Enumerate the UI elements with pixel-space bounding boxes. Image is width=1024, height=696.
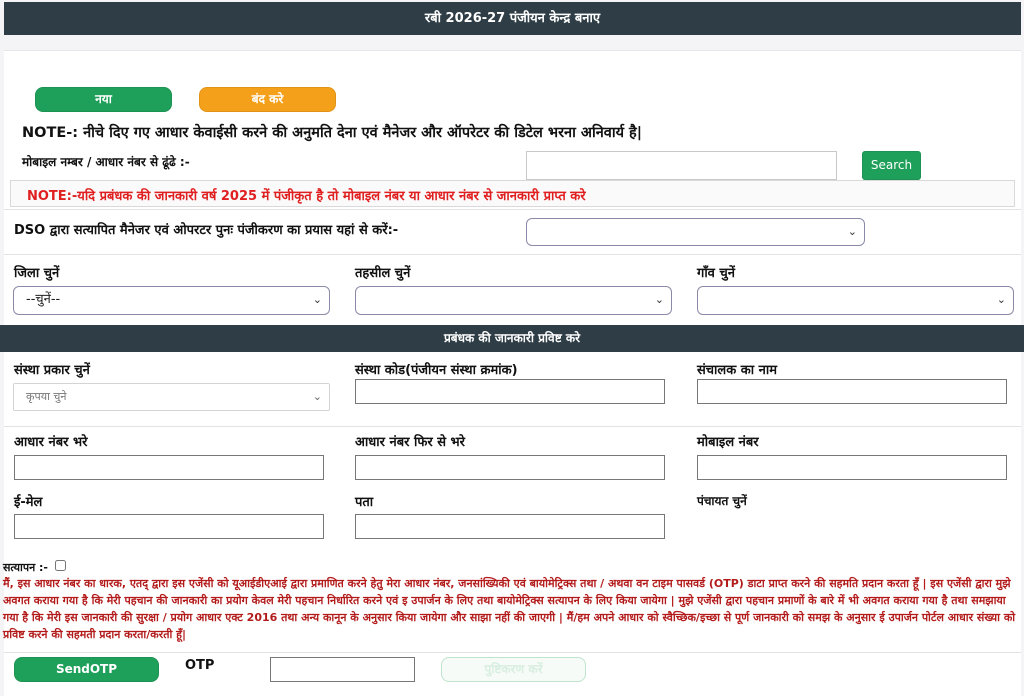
dso-label: DSO द्वारा सत्यापित मैनेजर एवं ओपरटर पुनः पंजीकरण का प्रयास यहां से करें:-	[14, 223, 399, 238]
address-label: पता	[355, 495, 374, 510]
director-name-input[interactable]	[697, 379, 1007, 404]
address-input[interactable]	[355, 514, 665, 539]
search-button[interactable]: Search	[862, 151, 921, 180]
page-title: रबी 2026-27 पंजीयन केन्द्र बनाए	[424, 11, 601, 26]
district-select-value: --चुनें--	[26, 292, 61, 307]
mandatory-note: NOTE-: नीचे दिए गए आधार केवाईसी करने की अनुमति देना एवं मैनेजर और ऑपरेटर की डिटेल भरना अनिवार्य है|	[22, 125, 643, 141]
aadhaar-label: आधार नंबर भरे	[14, 435, 88, 450]
divider	[4, 254, 1021, 255]
chevron-down-icon: ⌄	[847, 225, 857, 238]
aadhaar-input[interactable]	[14, 455, 324, 480]
org-type-select[interactable]	[13, 383, 330, 411]
page-title-bar	[4, 2, 1021, 35]
district-select[interactable]	[13, 286, 330, 315]
manager-section-title: प्रबंधक की जानकारी प्रविष्ट करे	[443, 331, 581, 345]
director-label: संचालक का नाम	[697, 363, 777, 378]
search-label: मोबाइल नम्बर / आधार नंबर से ढूंढे :-	[22, 155, 190, 169]
district-label: जिला चुनें	[14, 266, 60, 281]
consent-text: मैं, इस आधार नंबर का धारक, एतद् द्वारा इस एजेंसी को यूआईडीएआई द्वारा प्रमाणित करने हेतु मेरा आधार नंबर, जनसांख्यिकी एवं बायोमेट्रिक्स तथा / अथवा वन टाइम पासवर्ड (OTP) डाटा प्राप्त करने की सहमति प्रदान करता हूँ | इस एजेंसी द्वारा मुझे अवगत कराया गया है कि मेरी पहचान की जानकारी का प्रयोग केवल मेरी पहचान निर्धारित करने एवं इ उपार्जन के लिए तथा बायोमेट्रिक्स सत्यापन के लिए किया जायेगा | मुझे एजेंसी द्वारा पहचान प्रमाणों के बारे में भी अवगत कराया गया है तथा समझाया गया है कि मेरी इस जानकारी की सुरक्षा / प्रयोग आधार एक्ट 2016 तथा अन्य कानून के अनुसार किया जायेगा और साझा नहीं की जाएगी | मैं/हम अपने आधार को स्वैच्छिक/इच्छा से पूर्ण जानकारी को समझ के अनुसार ई उपार्जन पोर्टल आधार संख्या को प्रविष्ट करने की सहमती प्रदान करता/करती हूँ|	[3, 577, 1016, 641]
mobile-input[interactable]	[697, 455, 1007, 480]
aadhaar-confirm-input[interactable]	[355, 455, 665, 480]
tehsil-label: तहसील चुनें	[355, 266, 411, 281]
org-code-input[interactable]	[355, 379, 665, 404]
verify-otp-button[interactable]: पुष्टिकरण करें	[441, 657, 586, 682]
registration-note: NOTE:-यदि प्रबंधक की जानकारी वर्ष 2025 में पंजीकृत है तो मोबाइल नंबर या आधार नंबर से जानकारी प्राप्त करे	[27, 189, 586, 204]
chevron-down-icon: ⌄	[654, 293, 664, 306]
chevron-down-icon: ⌄	[312, 390, 322, 403]
consent-label: सत्यापन :-	[3, 561, 49, 574]
divider	[4, 426, 1021, 427]
chevron-down-icon: ⌄	[996, 293, 1006, 306]
email-input[interactable]	[14, 514, 324, 539]
manager-section-bar	[0, 325, 1024, 352]
mobile-label: मोबाइल नंबर	[697, 435, 759, 450]
village-label: गाँव चुनें	[697, 266, 735, 281]
divider	[4, 209, 1021, 210]
dso-select[interactable]	[526, 218, 865, 246]
org-type-label: संस्था प्रकार चुनें	[14, 363, 90, 378]
search-input[interactable]	[526, 151, 837, 180]
org-code-label: संस्था कोड(पंजीयन संस्था क्रमांक)	[355, 363, 518, 378]
org-type-select-value: कृपया चुने	[26, 390, 67, 403]
send-otp-button[interactable]: SendOTP	[14, 657, 159, 682]
village-select[interactable]	[697, 286, 1014, 315]
close-button[interactable]: बंद करे	[199, 87, 336, 112]
panchayat-label: पंचायत चुनें	[697, 494, 747, 508]
tehsil-select[interactable]	[355, 286, 672, 315]
email-label: ई-मेल	[14, 495, 43, 510]
consent-checkbox[interactable]	[55, 560, 66, 571]
otp-label: OTP	[185, 658, 215, 673]
new-button[interactable]: नया	[35, 87, 172, 112]
aadhaar-confirm-label: आधार नंबर फिर से भरे	[355, 435, 465, 450]
otp-input[interactable]	[270, 657, 415, 682]
chevron-down-icon: ⌄	[312, 293, 322, 306]
divider	[4, 652, 1021, 653]
